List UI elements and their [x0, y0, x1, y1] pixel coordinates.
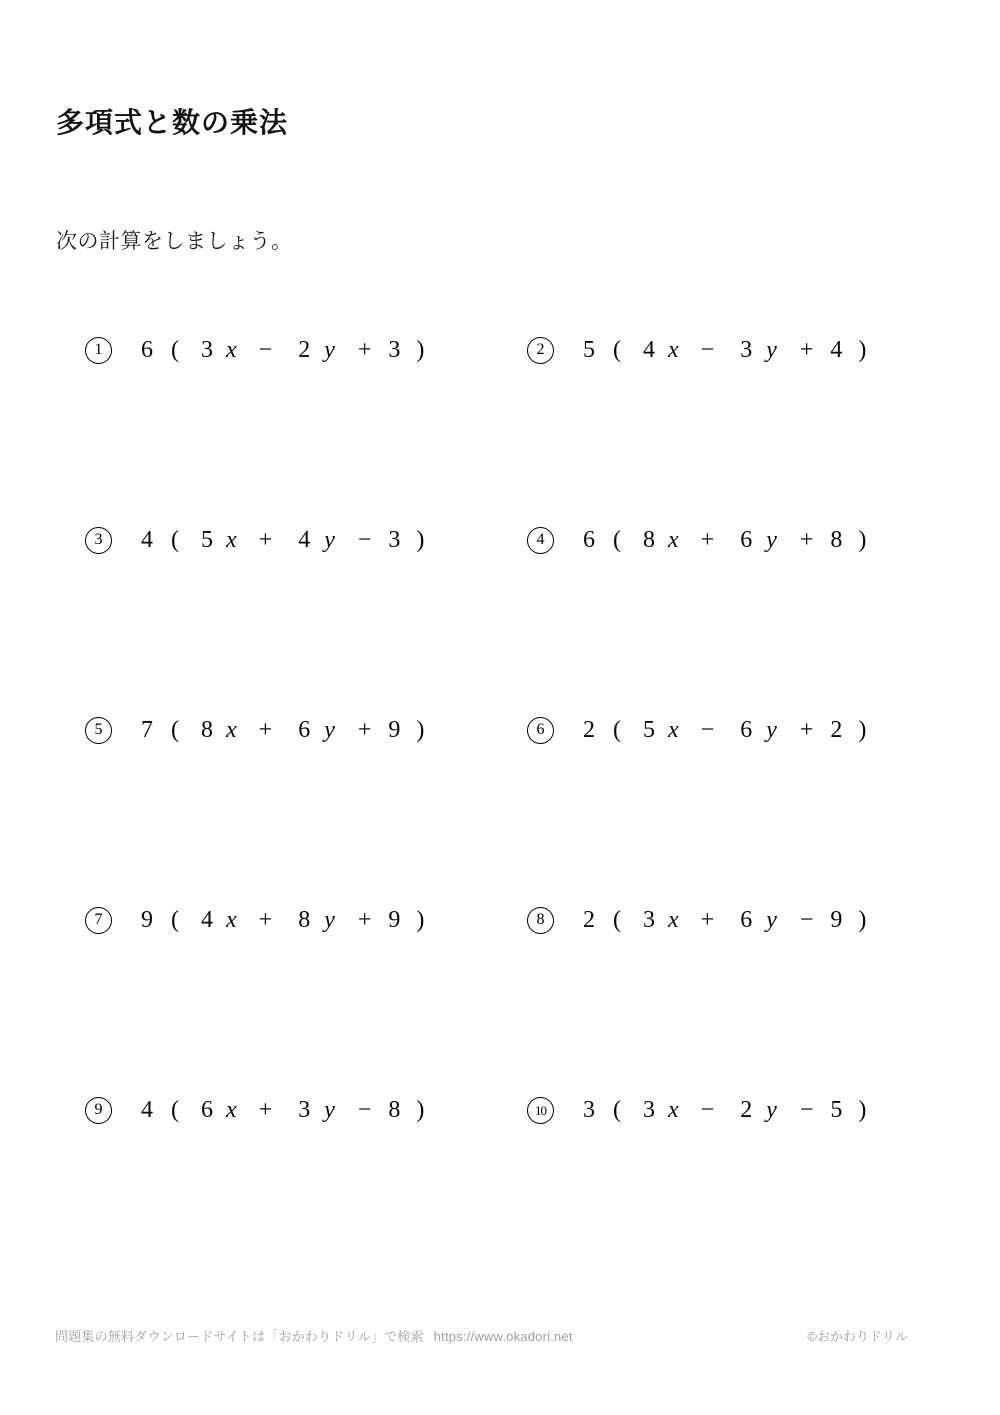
multiplier-coefficient: 3 — [583, 1096, 595, 1123]
close-paren: ) — [858, 716, 867, 743]
term3-constant: 3 — [388, 336, 401, 363]
problem-expression — [141, 337, 424, 364]
problem — [527, 1090, 866, 1130]
term1-coefficient: 6 — [201, 1096, 213, 1123]
problem-number-badge — [85, 527, 112, 554]
close-paren: ) — [858, 526, 867, 553]
operator-1: + — [258, 1096, 273, 1123]
problem-expression — [141, 527, 424, 554]
term1-variable: x — [226, 526, 237, 553]
term1-coefficient: 3 — [643, 906, 655, 933]
problem-number-badge — [85, 337, 112, 364]
footer-copyright: ©おかわりドリル — [807, 1329, 908, 1344]
term2-variable: y — [766, 716, 777, 743]
close-paren: ) — [416, 906, 425, 933]
term3-constant: 5 — [830, 1096, 843, 1123]
open-paren: ( — [171, 906, 179, 933]
multiplier-coefficient: 7 — [141, 716, 153, 743]
problem-number-badge — [85, 717, 112, 744]
operator-1: − — [700, 336, 715, 363]
term3-constant: 8 — [830, 526, 843, 553]
multiplier-coefficient: 6 — [583, 526, 595, 553]
term2-variable: y — [766, 336, 777, 363]
term1-coefficient: 3 — [201, 336, 213, 363]
term1-coefficient: 4 — [643, 336, 655, 363]
open-paren: ( — [171, 336, 179, 363]
footer-site-label: 問題集の無料ダウンロードサイトは「おかわりドリル」で検索 — [55, 1329, 424, 1344]
close-paren: ) — [858, 1096, 867, 1123]
term1-variable: x — [668, 336, 679, 363]
problem-expression — [583, 527, 866, 554]
operator-1: + — [700, 526, 715, 553]
problem-number-badge — [527, 337, 554, 364]
problem-number: 5 — [94, 721, 103, 738]
problem — [85, 1090, 527, 1130]
problem-number: 6 — [536, 721, 545, 738]
term1-variable: x — [668, 716, 679, 743]
open-paren: ( — [613, 1096, 621, 1123]
term1-coefficient: 5 — [201, 526, 213, 553]
problem-number: 10 — [535, 1102, 546, 1118]
problem-number-badge — [85, 1097, 112, 1124]
problem-number-badge — [527, 907, 554, 934]
term2-coefficient: 2 — [298, 336, 311, 363]
instruction-text: 次の計算をしましょう。 — [56, 230, 293, 253]
page-title: 多項式と数の乗法 — [56, 106, 289, 138]
term1-variable: x — [226, 336, 237, 363]
problem-expression — [583, 1097, 866, 1124]
operator-2: − — [799, 1096, 814, 1123]
close-paren: ) — [858, 906, 867, 933]
term2-coefficient: 2 — [740, 1096, 753, 1123]
problem-expression — [141, 717, 424, 744]
term2-coefficient: 6 — [740, 526, 753, 553]
term1-coefficient: 8 — [201, 716, 213, 743]
open-paren: ( — [613, 716, 621, 743]
term1-coefficient: 8 — [643, 526, 655, 553]
term1-variable: x — [226, 1096, 237, 1123]
multiplier-coefficient: 4 — [141, 526, 153, 553]
multiplier-coefficient: 4 — [141, 1096, 153, 1123]
term3-constant: 3 — [388, 526, 401, 553]
close-paren: ) — [416, 336, 425, 363]
term2-coefficient: 4 — [298, 526, 311, 553]
term2-coefficient: 3 — [298, 1096, 311, 1123]
open-paren: ( — [613, 526, 621, 553]
problem — [527, 520, 866, 560]
operator-2: + — [357, 906, 372, 933]
problem — [85, 900, 527, 940]
operator-1: − — [700, 716, 715, 743]
close-paren: ) — [416, 716, 425, 743]
problem-number-badge — [527, 527, 554, 554]
operator-2: − — [357, 526, 372, 553]
operator-2: + — [357, 716, 372, 743]
operator-2: + — [799, 716, 814, 743]
term1-variable: x — [668, 526, 679, 553]
term2-coefficient: 8 — [298, 906, 311, 933]
multiplier-coefficient: 2 — [583, 906, 595, 933]
problem-expression — [141, 1097, 424, 1124]
close-paren: ) — [416, 1096, 425, 1123]
problem-number-badge — [527, 1097, 554, 1124]
term1-variable: x — [668, 1096, 679, 1123]
term1-coefficient: 3 — [643, 1096, 655, 1123]
term2-coefficient: 6 — [298, 716, 311, 743]
problem-expression — [141, 907, 424, 934]
term2-variable: y — [324, 1096, 335, 1123]
operator-2: − — [799, 906, 814, 933]
term2-variable: y — [766, 1096, 777, 1123]
term2-coefficient: 6 — [740, 906, 753, 933]
term1-coefficient: 5 — [643, 716, 655, 743]
problem-expression — [583, 907, 866, 934]
term3-constant: 4 — [830, 336, 843, 363]
term3-constant: 8 — [388, 1096, 401, 1123]
problems-grid — [85, 330, 866, 1280]
problem-number-badge — [85, 907, 112, 934]
operator-2: − — [357, 1096, 372, 1123]
problem — [85, 330, 527, 370]
term3-constant: 2 — [830, 716, 843, 743]
problem-number: 4 — [536, 531, 545, 548]
footer-site-info — [55, 1326, 573, 1345]
term2-variable: y — [766, 526, 777, 553]
problem-number-badge — [527, 717, 554, 744]
problem — [85, 710, 527, 750]
operator-2: + — [799, 526, 814, 553]
term2-variable: y — [324, 336, 335, 363]
open-paren: ( — [171, 716, 179, 743]
problem-expression — [583, 717, 866, 744]
problem-number: 3 — [94, 531, 103, 548]
open-paren: ( — [171, 1096, 179, 1123]
term2-variable: y — [324, 906, 335, 933]
term2-coefficient: 3 — [740, 336, 753, 363]
problem — [527, 710, 866, 750]
open-paren: ( — [171, 526, 179, 553]
term3-constant: 9 — [388, 906, 401, 933]
operator-1: + — [258, 716, 273, 743]
close-paren: ) — [416, 526, 425, 553]
open-paren: ( — [613, 336, 621, 363]
operator-1: + — [258, 526, 273, 553]
term2-variable: y — [324, 716, 335, 743]
operator-1: − — [258, 336, 273, 363]
term3-constant: 9 — [830, 906, 843, 933]
problem-number: 9 — [94, 1101, 103, 1118]
problem — [527, 900, 866, 940]
term1-variable: x — [668, 906, 679, 933]
operator-1: + — [258, 906, 273, 933]
term1-variable: x — [226, 906, 237, 933]
problem — [85, 520, 527, 560]
multiplier-coefficient: 2 — [583, 716, 595, 743]
footer-url[interactable]: https://www.okadori.net — [433, 1329, 573, 1344]
operator-1: + — [700, 906, 715, 933]
operator-2: + — [357, 336, 372, 363]
problem-number: 2 — [536, 341, 545, 358]
term2-coefficient: 6 — [740, 716, 753, 743]
operator-2: + — [799, 336, 814, 363]
problem — [527, 330, 866, 370]
problem-expression — [583, 337, 866, 364]
term2-variable: y — [766, 906, 777, 933]
multiplier-coefficient: 9 — [141, 906, 153, 933]
term2-variable: y — [324, 526, 335, 553]
term1-coefficient: 4 — [201, 906, 213, 933]
term3-constant: 9 — [388, 716, 401, 743]
problem-number: 8 — [536, 911, 545, 928]
multiplier-coefficient: 5 — [583, 336, 595, 363]
multiplier-coefficient: 6 — [141, 336, 153, 363]
problem-number: 7 — [94, 911, 103, 928]
term1-variable: x — [226, 716, 237, 743]
problem-number: 1 — [94, 341, 103, 358]
operator-1: − — [700, 1096, 715, 1123]
open-paren: ( — [613, 906, 621, 933]
close-paren: ) — [858, 336, 867, 363]
